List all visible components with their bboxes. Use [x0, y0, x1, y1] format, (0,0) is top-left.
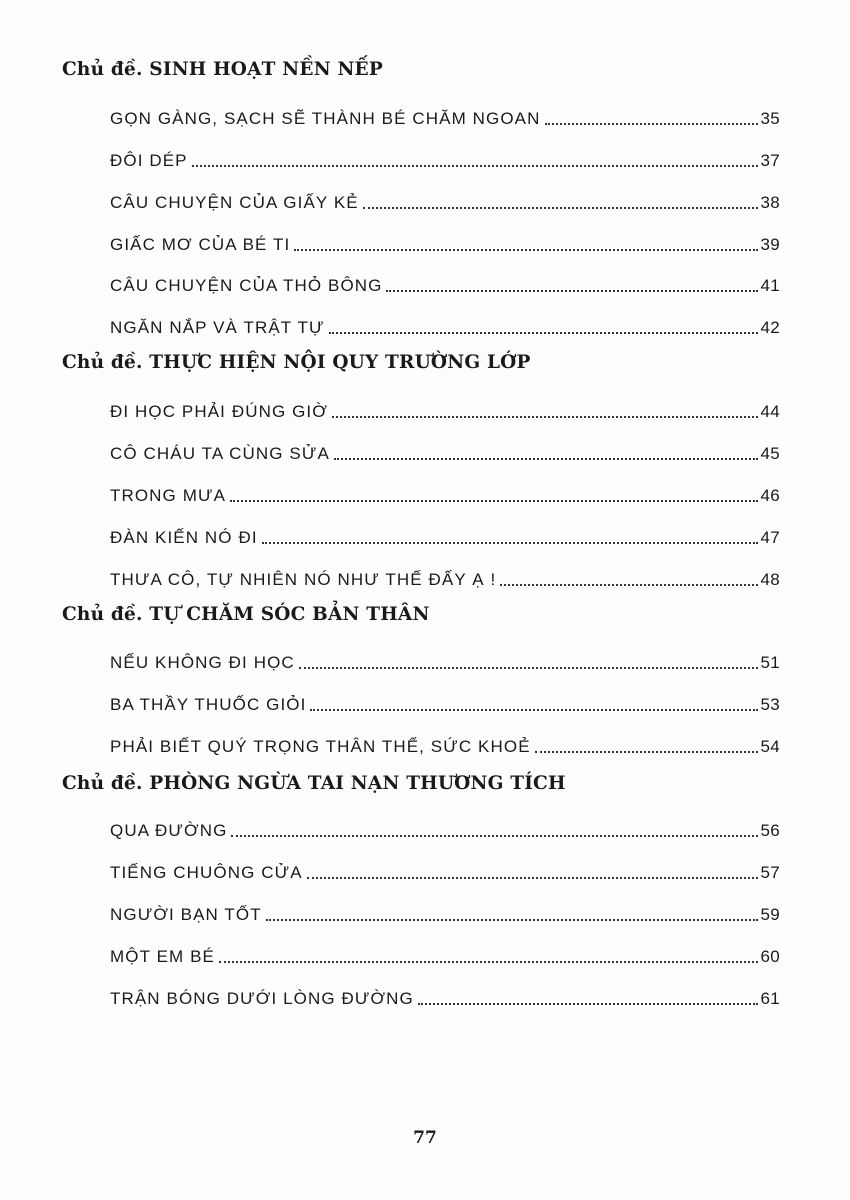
dot-leader: [299, 667, 759, 669]
toc-entry: [110, 188, 780, 214]
dot-leader: [332, 416, 759, 418]
entry-title: CÂU CHUYỆN CỦA GIẤY KẺ: [110, 193, 359, 212]
entry-title: CÂU CHUYỆN CỦA THỎ BÔNG: [110, 276, 383, 295]
entry-page: 47: [760, 528, 780, 547]
toc-entry: [110, 942, 780, 968]
entry-page: 37: [760, 151, 780, 170]
toc-entry: [110, 565, 780, 591]
dot-leader: [329, 332, 759, 334]
toc-entry: [110, 523, 780, 549]
entry-title: CÔ CHÁU TA CÙNG SỬA: [110, 444, 330, 463]
heading-prefix: Chủ đề.: [62, 773, 143, 794]
heading-prefix: Chủ đề.: [62, 352, 143, 373]
entry-page: 59: [760, 905, 780, 924]
toc-entry: [110, 230, 780, 256]
heading-prefix: Chủ đề.: [62, 604, 143, 625]
dot-leader: [294, 249, 758, 251]
entry-title: BA THẦY THUỐC GIỎI: [110, 695, 307, 714]
dot-leader: [262, 542, 759, 544]
entry-page: 39: [760, 235, 780, 254]
entry-page: 54: [760, 737, 780, 756]
dot-leader: [535, 751, 759, 753]
entry-title: ĐI HỌC PHẢI ĐÚNG GIỜ: [110, 402, 328, 421]
toc-entry: [110, 732, 780, 758]
entry-title: MỘT EM BÉ: [110, 947, 215, 966]
heading-prefix: Chủ đề.: [62, 59, 143, 80]
entry-title: ĐÔI DÉP: [110, 151, 188, 170]
dot-leader: [307, 877, 759, 879]
entry-page: 57: [760, 863, 780, 882]
dot-leader: [418, 1003, 759, 1005]
entry-title: NGƯỜI BẠN TỐT: [110, 905, 262, 924]
toc-entry: [110, 271, 780, 297]
entry-page: 38: [760, 193, 780, 212]
toc-entry: [110, 104, 780, 130]
entry-page: 48: [760, 570, 780, 589]
toc-entry: [110, 984, 780, 1010]
heading-title: SINH HOẠT NỀN NẾP: [149, 59, 383, 80]
toc-entry: [110, 648, 780, 674]
entry-title: TRẬN BÓNG DƯỚI LÒNG ĐƯỜNG: [110, 989, 414, 1008]
toc-entry: [110, 858, 780, 884]
section-heading: [62, 351, 531, 375]
entry-title: PHẢI BIẾT QUÝ TRỌNG THÂN THỂ, SỨC KHOẺ: [110, 737, 531, 756]
dot-leader: [219, 961, 758, 963]
heading-title: TỰ CHĂM SÓC BẢN THÂN: [149, 604, 430, 625]
entry-page: 60: [760, 947, 780, 966]
dot-leader: [231, 835, 758, 837]
entry-page: 51: [760, 653, 780, 672]
toc-entry: [110, 900, 780, 926]
entry-page: 44: [760, 402, 780, 421]
entry-title: GIẤC MƠ CỦA BÉ TI: [110, 235, 291, 254]
entry-page: 53: [760, 695, 780, 714]
entry-page: 41: [760, 276, 780, 295]
entry-page: 42: [760, 318, 780, 337]
toc-entry: [110, 690, 780, 716]
entry-title: TIẾNG CHUÔNG CỬA: [110, 863, 303, 882]
toc-entry: [110, 439, 780, 465]
dot-leader: [266, 919, 759, 921]
page-number: 77: [413, 1128, 437, 1148]
entry-page: 35: [760, 109, 780, 128]
entry-title: GỌN GÀNG, SẠCH SẼ THÀNH BÉ CHĂM NGOAN: [110, 109, 541, 128]
section-heading: [62, 603, 430, 627]
dot-leader: [334, 458, 759, 460]
entry-title: TRONG MƯA: [110, 486, 227, 505]
entry-title: THƯA CÔ, TỰ NHIÊN NÓ NHƯ THẾ ĐẤY Ạ !: [110, 570, 497, 589]
section-heading: [62, 772, 566, 796]
toc-entry: [110, 397, 780, 423]
entry-title: NẾU KHÔNG ĐI HỌC: [110, 653, 295, 672]
entry-page: 46: [760, 486, 780, 505]
dot-leader: [545, 123, 759, 125]
dot-leader: [230, 500, 758, 502]
heading-title: PHÒNG NGỪA TAI NẠN THƯƠNG TÍCH: [149, 773, 566, 794]
entry-page: 56: [760, 821, 780, 840]
entry-title: QUA ĐƯỜNG: [110, 821, 228, 840]
toc-entry: [110, 816, 780, 842]
dot-leader: [192, 165, 759, 167]
entry-page: 45: [760, 444, 780, 463]
dot-leader: [500, 584, 758, 586]
entry-title: NGĂN NẮP VÀ TRẬT TỰ: [110, 318, 325, 337]
entry-page: 61: [760, 989, 780, 1008]
toc-entry: [110, 146, 780, 172]
section-heading: [62, 58, 383, 82]
dot-leader: [386, 290, 758, 292]
dot-leader: [363, 207, 759, 209]
heading-title: THỰC HIỆN NỘI QUY TRƯỜNG LỚP: [149, 352, 531, 373]
toc-entry: [110, 481, 780, 507]
toc-entry: [110, 313, 780, 339]
entry-title: ĐÀN KIẾN NÓ ĐI: [110, 528, 258, 547]
dot-leader: [310, 709, 758, 711]
